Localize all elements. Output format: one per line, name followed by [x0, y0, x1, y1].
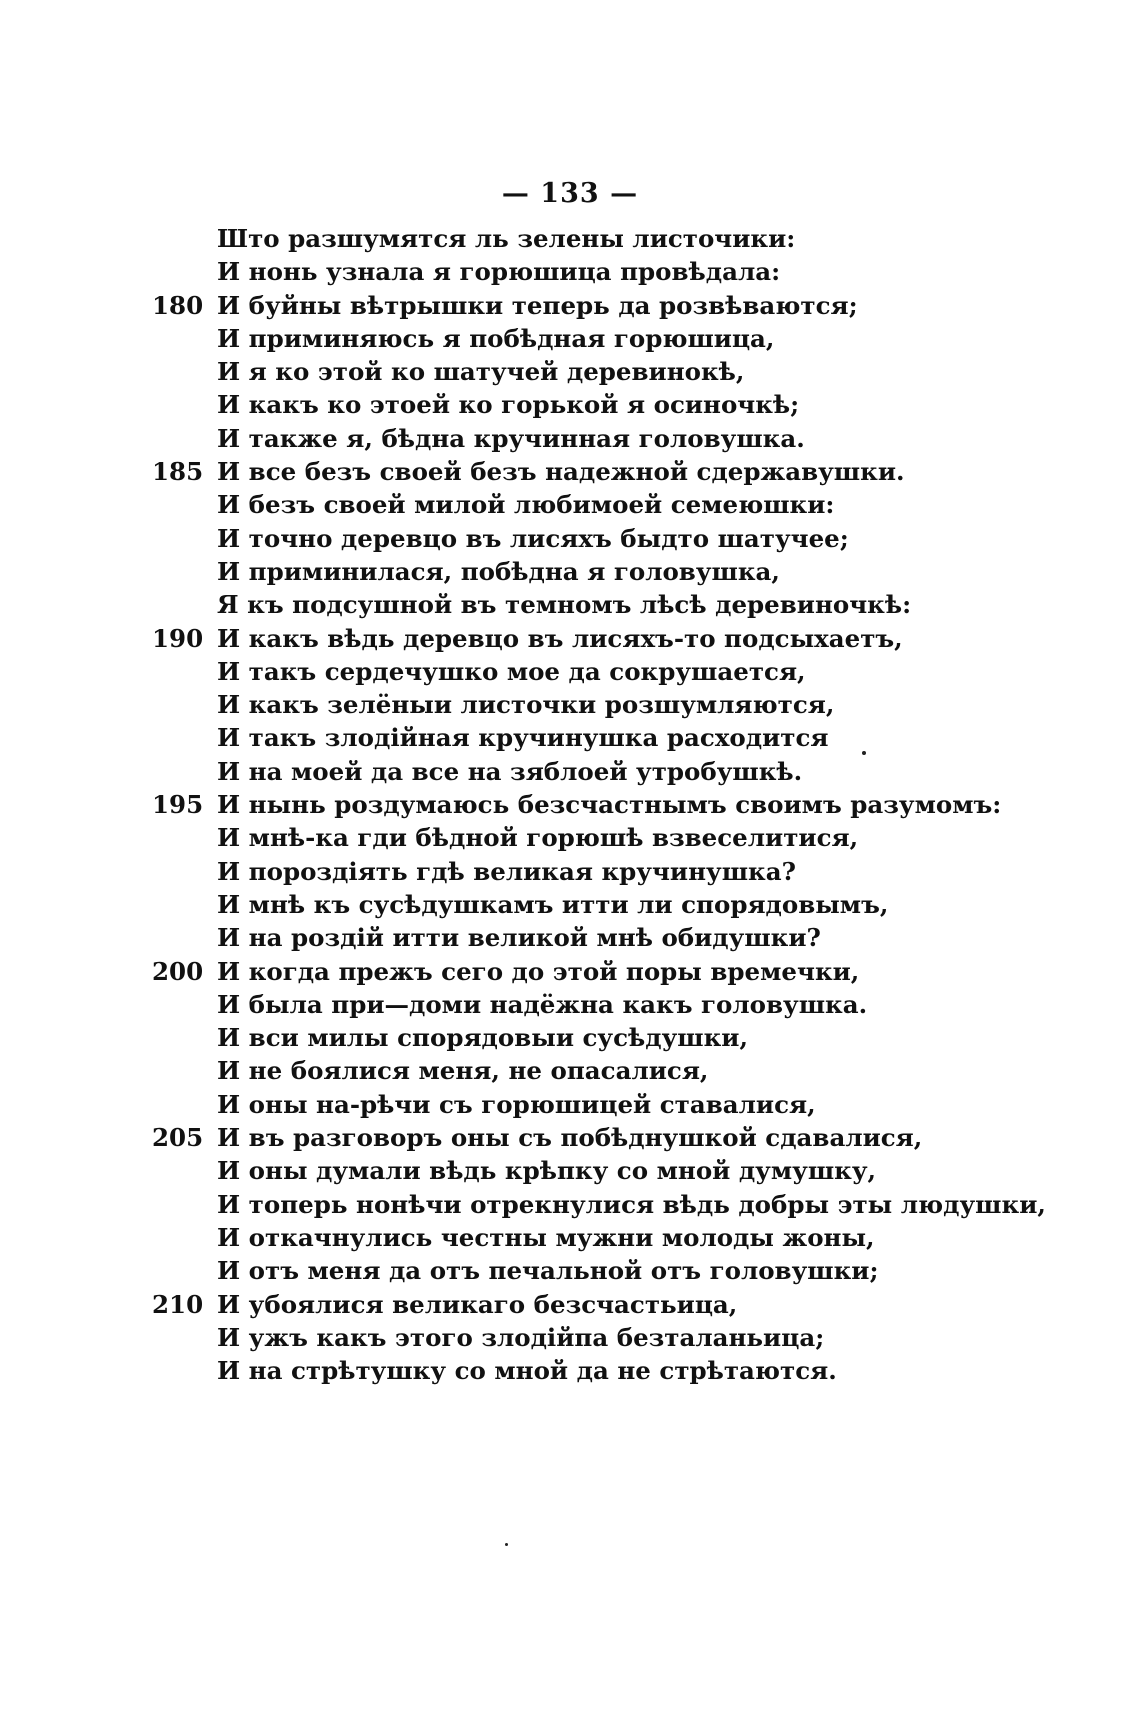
- line-text: И мнѣ къ сусѣдушкамъ итти ли спорядовымъ,: [217, 889, 889, 919]
- line-text: И безъ своей милой любимоей семеюшки:: [217, 490, 835, 520]
- poem-line: [0, 1021, 1140, 1054]
- poem-line: [0, 788, 1140, 821]
- line-text: И оны на-рѣчи съ горюшицей ставалися,: [217, 1089, 816, 1119]
- poem-line: [0, 1354, 1140, 1387]
- line-number: 200: [152, 956, 204, 986]
- poem-line: [0, 255, 1140, 288]
- line-text: И вси милы спорядовыи сусѣдушки,: [217, 1023, 748, 1053]
- poem-line: [0, 921, 1140, 954]
- line-text: И приминяюсь я побѣдная горюшица,: [217, 323, 775, 353]
- poem-line: [0, 955, 1140, 988]
- poem-line: [0, 655, 1140, 688]
- poem-line: [0, 422, 1140, 455]
- poem-line: [0, 588, 1140, 621]
- poem-line: [0, 488, 1140, 521]
- line-text: И приминилася, побѣдна я головушка,: [217, 556, 780, 586]
- line-text: И когда прежъ сего до этой поры времечки,: [217, 956, 860, 986]
- poem-line: [0, 1121, 1140, 1154]
- line-text: Што разшумятся ль зелены листочики:: [217, 224, 796, 253]
- poem-line: [0, 455, 1140, 488]
- poem-line: [0, 322, 1140, 355]
- line-text: И нынь роздумаюсь безсчастнымъ своимъ разумомъ:: [217, 790, 1002, 820]
- poem-line: [0, 1288, 1140, 1321]
- line-text: И топерь нонѣчи отрекнулися вѣдь добры эты людушки,: [217, 1189, 1046, 1219]
- poem-line: [0, 888, 1140, 921]
- line-number: 205: [152, 1123, 204, 1153]
- poem-line: [0, 222, 1140, 255]
- line-text: И все безъ своей безъ надежной сдержавушки.: [217, 457, 905, 487]
- poem-line: [0, 755, 1140, 788]
- line-text: И на роздій итти великой мнѣ обидушки?: [217, 923, 821, 953]
- line-text: И откачнулись честны мужни молоды жоны,: [217, 1222, 875, 1252]
- poem-line: [0, 1154, 1140, 1187]
- poem-line: [0, 1254, 1140, 1287]
- poem-line: [0, 821, 1140, 854]
- poem-line: [0, 522, 1140, 555]
- line-text: И отъ меня да отъ печальной отъ головушки;: [217, 1256, 879, 1286]
- print-speck: [505, 1543, 508, 1546]
- line-number: 195: [152, 790, 204, 820]
- line-text: И такъ злодійная кручинушка расходится: [217, 723, 829, 753]
- line-text: И нонь узнала я горюшица провѣдала:: [217, 257, 781, 287]
- poem-line: [0, 855, 1140, 888]
- line-text: И также я, бѣдна кручинная головушка.: [217, 423, 805, 453]
- poem-line: [0, 289, 1140, 322]
- poem-line: [0, 1221, 1140, 1254]
- line-text: И на стрѣтушку со мной да не стрѣтаются.: [217, 1356, 837, 1386]
- poem-line: [0, 622, 1140, 655]
- poem-line: [0, 1321, 1140, 1354]
- page-number: — 133 —: [501, 178, 639, 209]
- line-text: И на моей да все на зяблоей утробушкѣ.: [217, 756, 803, 786]
- line-number: 190: [152, 623, 204, 653]
- print-speck: [862, 751, 866, 755]
- poem-line: [0, 1088, 1140, 1121]
- line-text: И точно деревцо въ лисяхъ быдто шатучее;: [217, 523, 849, 553]
- line-text: И мнѣ-ка гди бѣдной горюшѣ взвеселитися,: [217, 823, 859, 853]
- poem-line: [0, 355, 1140, 388]
- line-text: И какъ ко этоей ко горькой я осиночкѣ;: [217, 390, 800, 420]
- line-text: И буйны вѣтрышки теперь да розвѣваются;: [217, 290, 858, 320]
- poem-line: [0, 1188, 1140, 1221]
- poem-line: [0, 688, 1140, 721]
- poem-body: [0, 222, 1140, 1387]
- poem-line: [0, 721, 1140, 754]
- line-text: И какъ вѣдь деревцо въ лисяхъ-то подсыхаетъ,: [217, 623, 903, 653]
- line-text: И не боялися меня, не опасалися,: [217, 1056, 709, 1086]
- line-text: И пороздіять гдѣ великая кручинушка?: [217, 856, 796, 886]
- line-text: Я къ подсушной въ темномъ лѣсѣ деревиночкѣ:: [217, 590, 912, 620]
- line-text: И въ разговоръ оны съ побѣднушкой сдавалися,: [217, 1123, 923, 1153]
- line-text: И ужъ какъ этого злодійпа безталаньица;: [217, 1322, 825, 1352]
- poem-line: [0, 1054, 1140, 1087]
- poem-line: [0, 555, 1140, 588]
- poem-line: [0, 388, 1140, 421]
- line-text: И была при—доми надёжна какъ головушка.: [217, 989, 868, 1019]
- line-number: 180: [152, 290, 204, 320]
- poem-line: [0, 988, 1140, 1021]
- line-text: И такъ сердечушко мое да сокрушается,: [217, 656, 806, 686]
- line-text: И какъ зелёныи листочки розшумляются,: [217, 690, 835, 720]
- line-text: И оны думали вѣдь крѣпку со мной думушку,: [217, 1156, 877, 1186]
- line-number: 210: [152, 1289, 204, 1319]
- line-text: И я ко этой ко шатучей деревинокѣ,: [217, 357, 745, 387]
- line-text: И убоялися великаго безсчастьица,: [217, 1289, 738, 1319]
- line-number: 185: [152, 457, 204, 487]
